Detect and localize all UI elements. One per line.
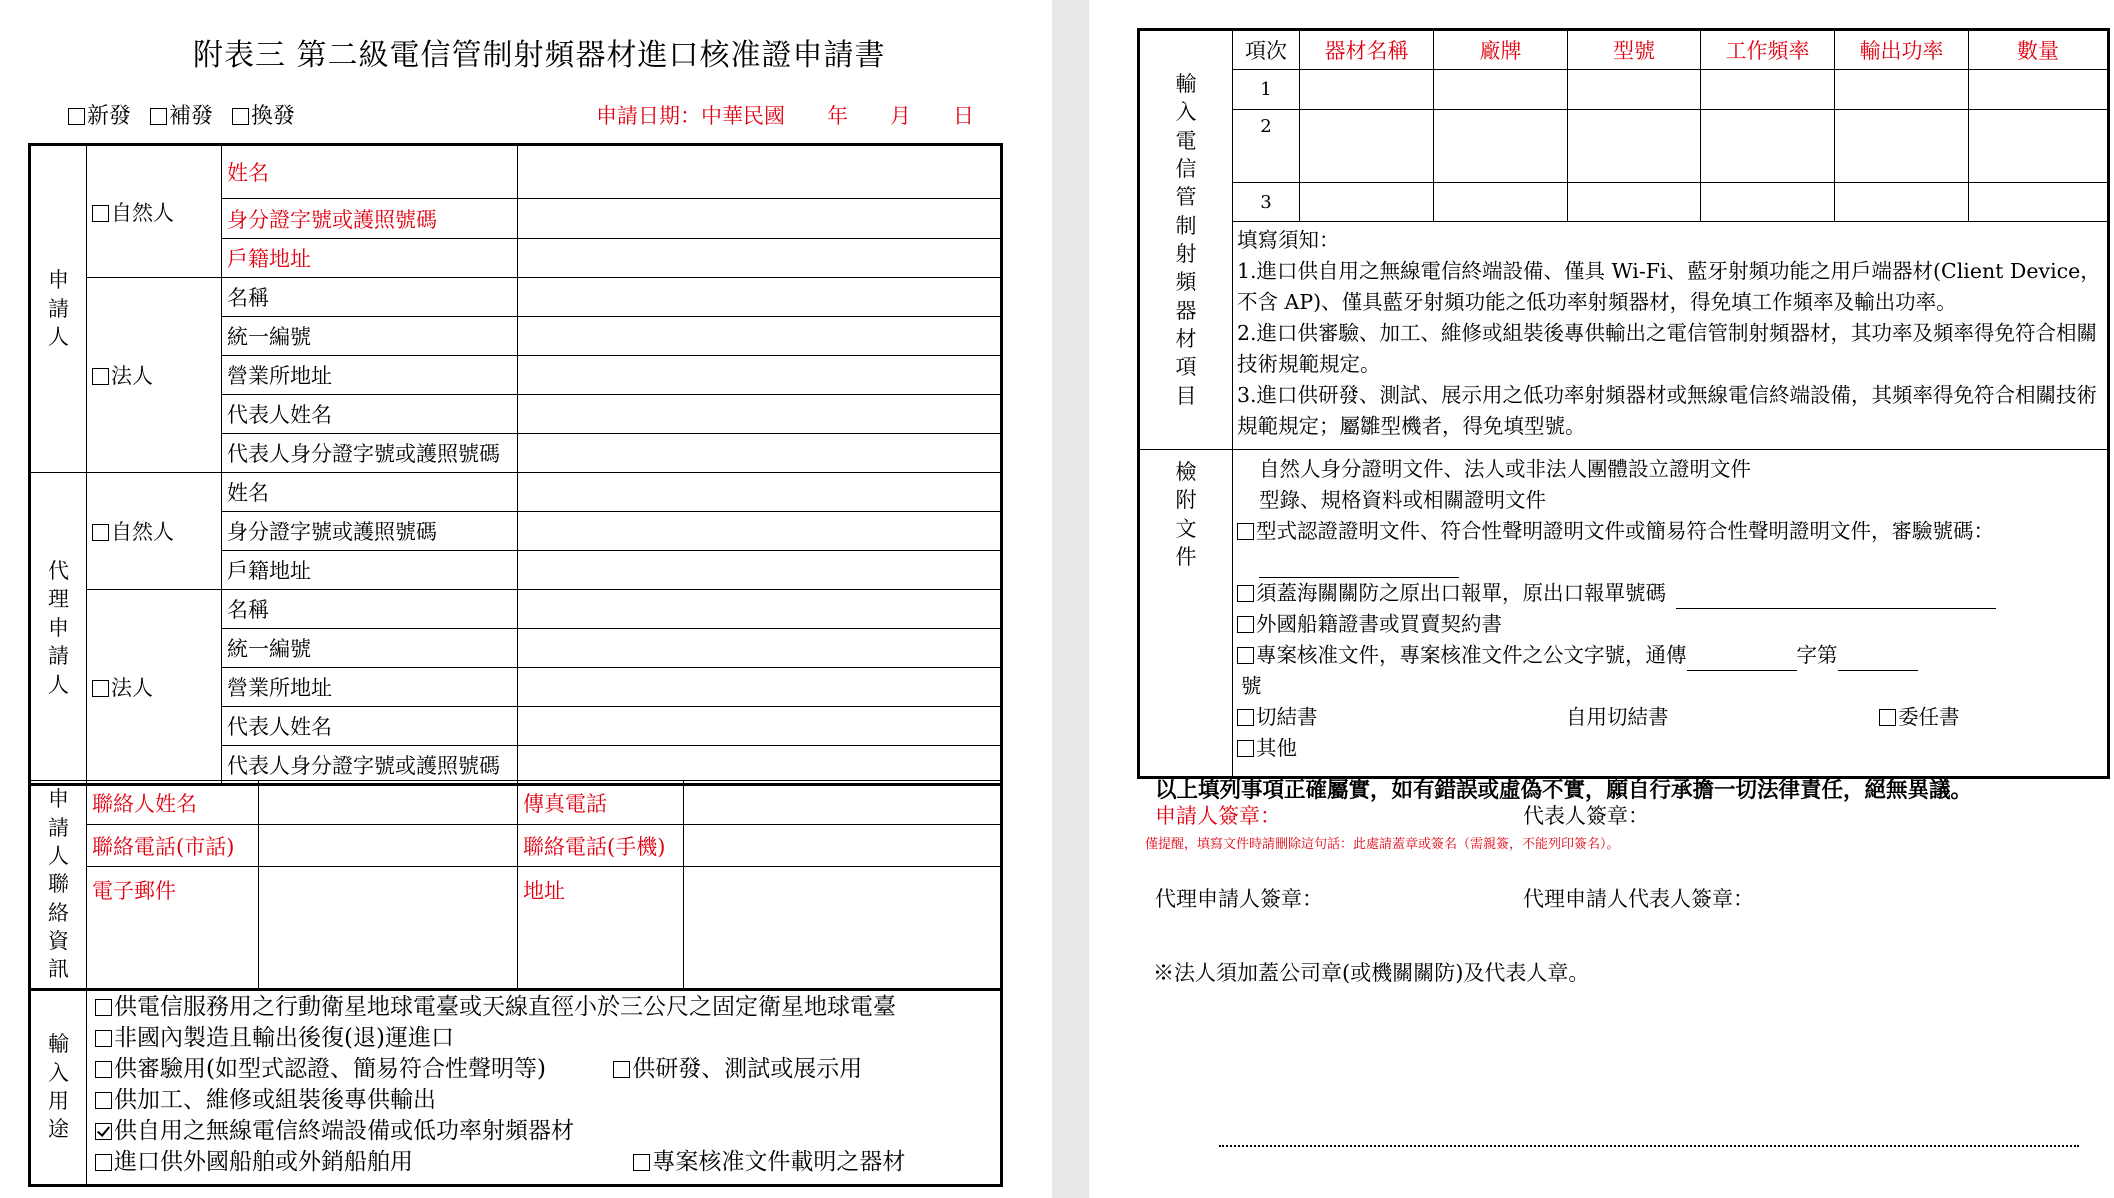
usage-project-checkbox[interactable]	[633, 1154, 650, 1171]
mobile-input[interactable]	[684, 825, 1002, 867]
email-input[interactable]	[259, 867, 518, 990]
applicant-rep-id-label: 代表人身分證字號或護照號碼	[222, 434, 518, 473]
applicant-rep-name-label: 代表人姓名	[222, 395, 518, 434]
contact-section-label: 申 請 人 聯 絡 資 訊	[30, 781, 87, 990]
attachment-project-mid: 字第	[1796, 643, 1838, 667]
agent-signature-label: 代理申請人簽章：	[1155, 887, 1323, 911]
declaration-text: 以上填列事項正確屬實，如有錯誤或虛偽不實，願自行承擔一切法律責任，絕無異議。	[1155, 778, 1973, 803]
attachment-option-ship[interactable]	[1237, 609, 2103, 640]
agent-address-label: 戶籍地址	[222, 551, 518, 590]
agent-tax-id-input[interactable]	[518, 629, 1002, 668]
filling-note-2: 2.進口供審驗、加工、維修或組裝後專供輸出之電信管制射頻器材，其功率及頻率得免符合相關技術規範規定。	[1237, 321, 2098, 376]
items-header-frequency: 工作頻率	[1701, 30, 1835, 70]
agent-legal-option[interactable]	[87, 590, 222, 785]
attachment-affidavit-checkbox[interactable]	[1237, 709, 1254, 726]
new-issue-label: 新發	[87, 104, 132, 129]
phone-label: 聯絡電話(市話)	[87, 825, 259, 867]
agent-natural-checkbox[interactable]	[92, 524, 109, 541]
filling-notes-title: 填寫須知：	[1237, 228, 1340, 252]
items-header-model: 型號	[1568, 30, 1701, 70]
item-1-frequency-input[interactable]	[1701, 70, 1835, 110]
attachment-cert-label: 型式認證證明文件、符合性聲明證明文件或簡易符合性聲明證明文件，審驗號碼：	[1256, 519, 1994, 543]
agent-rep-signature-label: 代理申請人代表人簽章：	[1523, 887, 1754, 911]
item-2-model-input[interactable]	[1568, 110, 1701, 183]
applicant-business-address-input[interactable]	[518, 356, 1002, 395]
attachment-self-use: 自用切結書	[1566, 705, 1669, 729]
attachment-other-checkbox[interactable]	[1237, 740, 1254, 757]
applicant-natural-label: 自然人	[111, 200, 174, 225]
applicant-company-name-label: 名稱	[222, 278, 518, 317]
item-1-power-input[interactable]	[1835, 70, 1969, 110]
applicant-company-name-input[interactable]	[518, 278, 1002, 317]
usage-rd-checkbox[interactable]	[613, 1061, 630, 1078]
agent-address-input[interactable]	[518, 551, 1002, 590]
usage-rd-label: 供研發、測試或展示用	[632, 1056, 863, 1082]
attachment-project-end: 號	[1241, 674, 1262, 698]
usage-self-use-checkbox[interactable]	[95, 1123, 112, 1140]
attachments-section-label: 檢 附 文 件	[1139, 450, 1233, 778]
items-header-quantity: 數量	[1969, 30, 2109, 70]
attachment-project-label: 專案核准文件，專案核准文件之公文字號，通傳	[1256, 643, 1687, 667]
item-1-brand-input[interactable]	[1434, 70, 1568, 110]
applicant-id-label: 身分證字號或護照號碼	[222, 199, 518, 239]
item-2-name-input[interactable]	[1300, 110, 1434, 183]
item-3-quantity-input[interactable]	[1969, 183, 2109, 222]
attachment-other-label: 其他	[1256, 736, 1297, 760]
applicant-natural-option[interactable]	[87, 145, 222, 278]
applicant-address-label: 戶籍地址	[222, 239, 518, 278]
item-2-power-input[interactable]	[1835, 110, 1969, 183]
agent-natural-option[interactable]	[87, 473, 222, 590]
attachment-project-checkbox[interactable]	[1237, 647, 1254, 664]
usage-section-label: 輸 入 用 途	[30, 990, 87, 1186]
item-3-frequency-input[interactable]	[1701, 183, 1835, 222]
attachment-proxy-checkbox[interactable]	[1879, 709, 1896, 726]
applicant-rep-id-input[interactable]	[518, 434, 1002, 473]
usage-processing-checkbox[interactable]	[95, 1092, 112, 1109]
item-2-frequency-input[interactable]	[1701, 110, 1835, 183]
apply-date: 申請日期：中華民國 年 月 日	[596, 104, 974, 128]
attachment-customs-label: 須蓋海關關防之原出口報單，原出口報單號碼	[1256, 581, 1666, 605]
agent-company-name-label: 名稱	[222, 590, 518, 629]
item-3-name-input[interactable]	[1300, 183, 1434, 222]
representative-signature-label: 代表人簽章：	[1523, 804, 1649, 828]
attachment-row-affidavits	[1237, 702, 2103, 733]
email-label: 電子郵件	[87, 867, 259, 990]
form-page-right	[1089, 0, 2114, 1198]
attachment-option-project[interactable]	[1237, 640, 2103, 671]
item-3-power-input[interactable]	[1835, 183, 1969, 222]
renewal-checkbox[interactable]	[232, 108, 249, 125]
attachment-option-other[interactable]	[1237, 733, 2103, 764]
attachment-customs-checkbox[interactable]	[1237, 585, 1254, 602]
phone-input[interactable]	[259, 825, 518, 867]
agent-rep-id-label: 代表人身分證字號或護照號碼	[222, 746, 518, 785]
items-header-no: 項次	[1233, 30, 1300, 70]
applicant-section-label: 申 請 人	[30, 145, 87, 473]
usage-reimport-checkbox[interactable]	[95, 1030, 112, 1047]
attachment-option-customs[interactable]	[1237, 578, 2103, 609]
reissue-checkbox[interactable]	[150, 108, 167, 125]
usage-table	[28, 989, 1003, 1187]
items-section-label: 輸 入 電 信 管 制 射 頻 器 材 項 目	[1139, 30, 1233, 450]
usage-verification-checkbox[interactable]	[95, 1061, 112, 1078]
usage-option-rd[interactable]	[613, 1054, 862, 1085]
applicant-name-label: 姓名	[222, 145, 518, 199]
agent-company-name-input[interactable]	[518, 590, 1002, 629]
usage-project-label: 專案核准文件載明之器材	[652, 1149, 906, 1175]
mobile-label: 聯絡電話(手機)	[518, 825, 684, 867]
items-row-number: 2	[1233, 110, 1300, 183]
applicant-signature-label: 申請人簽章：	[1155, 804, 1281, 828]
renewal-label: 換發	[251, 104, 296, 129]
item-3-brand-input[interactable]	[1434, 183, 1568, 222]
applicant-legal-label: 法人	[111, 364, 153, 388]
attachment-id-docs: 自然人身分證明文件、法人或非法人團體設立證明文件	[1259, 457, 1751, 481]
item-1-quantity-input[interactable]	[1969, 70, 2109, 110]
usage-verification-label: 供審驗用(如型式認證、簡易符合性聲明等)	[114, 1056, 546, 1082]
usage-option-reimport[interactable]	[95, 1023, 992, 1054]
filling-note-3: 3.進口供研發、測試、展示用之低功率射頻器材或無線電信終端設備，其頻率得免符合相關技術規範規定；屬雛型機者，得免填型號。	[1237, 383, 2098, 438]
usage-self-use-label: 供自用之無線電信終端設備或低功率射頻器材	[114, 1118, 574, 1144]
usage-option-satellite[interactable]	[95, 992, 992, 1023]
filling-notes	[1233, 222, 2109, 450]
usage-reimport-label: 非國內製造且輸出後復(退)運進口	[114, 1025, 454, 1051]
agent-rep-name-label: 代表人姓名	[222, 707, 518, 746]
usage-option-project[interactable]	[633, 1147, 905, 1178]
usage-processing-label: 供加工、維修或組裝後專供輸出	[114, 1087, 436, 1113]
project-number-input[interactable]	[1838, 647, 1918, 671]
usage-row-verify-rd	[95, 1054, 992, 1085]
agent-legal-checkbox[interactable]	[92, 680, 109, 697]
legal-entity-footnote: ※法人須加蓋公司章(或機關關防)及代表人章。	[1153, 961, 1590, 985]
item-1-model-input[interactable]	[1568, 70, 1701, 110]
attachment-proxy-label: 委任書	[1898, 705, 1960, 729]
attachment-option-cert[interactable]	[1237, 516, 2103, 547]
attachment-option-proxy[interactable]	[1879, 702, 1960, 733]
items-row-number: 1	[1233, 70, 1300, 110]
usage-option-ship[interactable]	[95, 1149, 413, 1175]
cert-number-input[interactable]	[1259, 554, 1459, 578]
applicant-tax-id-input[interactable]	[518, 317, 1002, 356]
reissue-label: 補發	[169, 104, 214, 129]
attachment-affidavit-label: 切結書	[1256, 705, 1318, 729]
contact-name-input[interactable]	[259, 781, 518, 825]
agent-natural-label: 自然人	[111, 520, 174, 544]
agent-business-address-input[interactable]	[518, 668, 1002, 707]
address-input[interactable]	[684, 867, 1002, 990]
form-page-left	[0, 0, 1052, 1198]
items-header-power: 輸出功率	[1835, 30, 1969, 70]
items-table	[1137, 28, 2110, 779]
attachment-catalog: 型錄、規格資料或相關證明文件	[1259, 488, 1546, 512]
customs-number-input[interactable]	[1676, 585, 1996, 609]
item-2-quantity-input[interactable]	[1969, 110, 2109, 183]
applicant-business-address-label: 營業所地址	[222, 356, 518, 395]
applicant-rep-name-input[interactable]	[518, 395, 1002, 434]
usage-ship-label: 進口供外國船舶或外銷船舶用	[114, 1149, 413, 1175]
form-title: 附表三 第二級電信管制射頻器材進口核准證申請書	[193, 38, 886, 73]
applicant-legal-option[interactable]	[87, 278, 222, 473]
item-2-brand-input[interactable]	[1434, 110, 1568, 183]
agent-id-input[interactable]	[518, 512, 1002, 551]
address-label: 地址	[518, 867, 684, 990]
usage-option-self-use[interactable]	[95, 1116, 992, 1147]
usage-satellite-label: 供電信服務用之行動衛星地球電臺或天線直徑小於三公尺之固定衛星地球電臺	[114, 994, 896, 1020]
agent-rep-id-input[interactable]	[518, 746, 1002, 785]
agent-business-address-label: 營業所地址	[222, 668, 518, 707]
attachment-ship-checkbox[interactable]	[1237, 616, 1254, 633]
usage-option-verification[interactable]	[95, 1056, 546, 1082]
applicant-address-input[interactable]	[518, 239, 1002, 278]
attachment-cert-number-row	[1237, 547, 2103, 578]
filling-note-1: 1.進口供自用之無線電信終端設備、僅具 Wi-Fi、藍牙射頻功能之用戶端器材(Client Device，不含 AP)、僅具藍牙射頻功能之低功率射頻器材，得免填工作頻率及輸出功率。	[1237, 259, 2101, 314]
contact-name-label: 聯絡人姓名	[87, 781, 259, 825]
applicant-legal-checkbox[interactable]	[92, 368, 109, 385]
attachments-options	[1233, 450, 2109, 778]
attachment-cert-checkbox[interactable]	[1237, 523, 1254, 540]
bottom-dotted-line	[1219, 1145, 2079, 1147]
items-row-number: 3	[1233, 183, 1300, 222]
applicant-id-input[interactable]	[518, 199, 1002, 239]
items-header-brand: 廠牌	[1434, 30, 1568, 70]
usage-option-processing[interactable]	[95, 1085, 992, 1116]
project-word-input[interactable]	[1687, 647, 1797, 671]
agent-id-label: 身分證字號或護照號碼	[222, 512, 518, 551]
applicant-table	[28, 143, 1003, 786]
agent-legal-label: 法人	[111, 675, 153, 700]
fax-label: 傳真電話	[518, 781, 684, 825]
item-1-name-input[interactable]	[1300, 70, 1434, 110]
issue-type-row	[68, 99, 295, 130]
attachment-ship-label: 外國船籍證書或買賣契約書	[1256, 612, 1502, 636]
usage-ship-checkbox[interactable]	[95, 1154, 112, 1171]
agent-name-input[interactable]	[518, 473, 1002, 512]
agent-rep-name-input[interactable]	[518, 707, 1002, 746]
signature-reminder: 僅提醒，填寫文件時請刪除這句話：此處請蓋章或簽名（需親簽，不能列印簽名）。	[1145, 837, 1620, 852]
agent-tax-id-label: 統一編號	[222, 629, 518, 668]
attachment-option-affidavit[interactable]	[1237, 705, 1318, 729]
fax-input[interactable]	[684, 781, 1002, 825]
usage-row-ship-project	[95, 1147, 992, 1178]
usage-satellite-checkbox[interactable]	[95, 999, 112, 1016]
applicant-name-input[interactable]	[518, 145, 1002, 199]
contact-table	[28, 780, 1003, 991]
item-3-model-input[interactable]	[1568, 183, 1701, 222]
applicant-natural-checkbox[interactable]	[92, 205, 109, 222]
items-header-name: 器材名稱	[1300, 30, 1434, 70]
new-issue-checkbox[interactable]	[68, 108, 85, 125]
usage-options	[87, 990, 1002, 1186]
agent-name-label: 姓名	[222, 473, 518, 512]
agent-section-label: 代 理 申 請 人	[30, 473, 87, 785]
applicant-tax-id-label: 統一編號	[222, 317, 518, 356]
